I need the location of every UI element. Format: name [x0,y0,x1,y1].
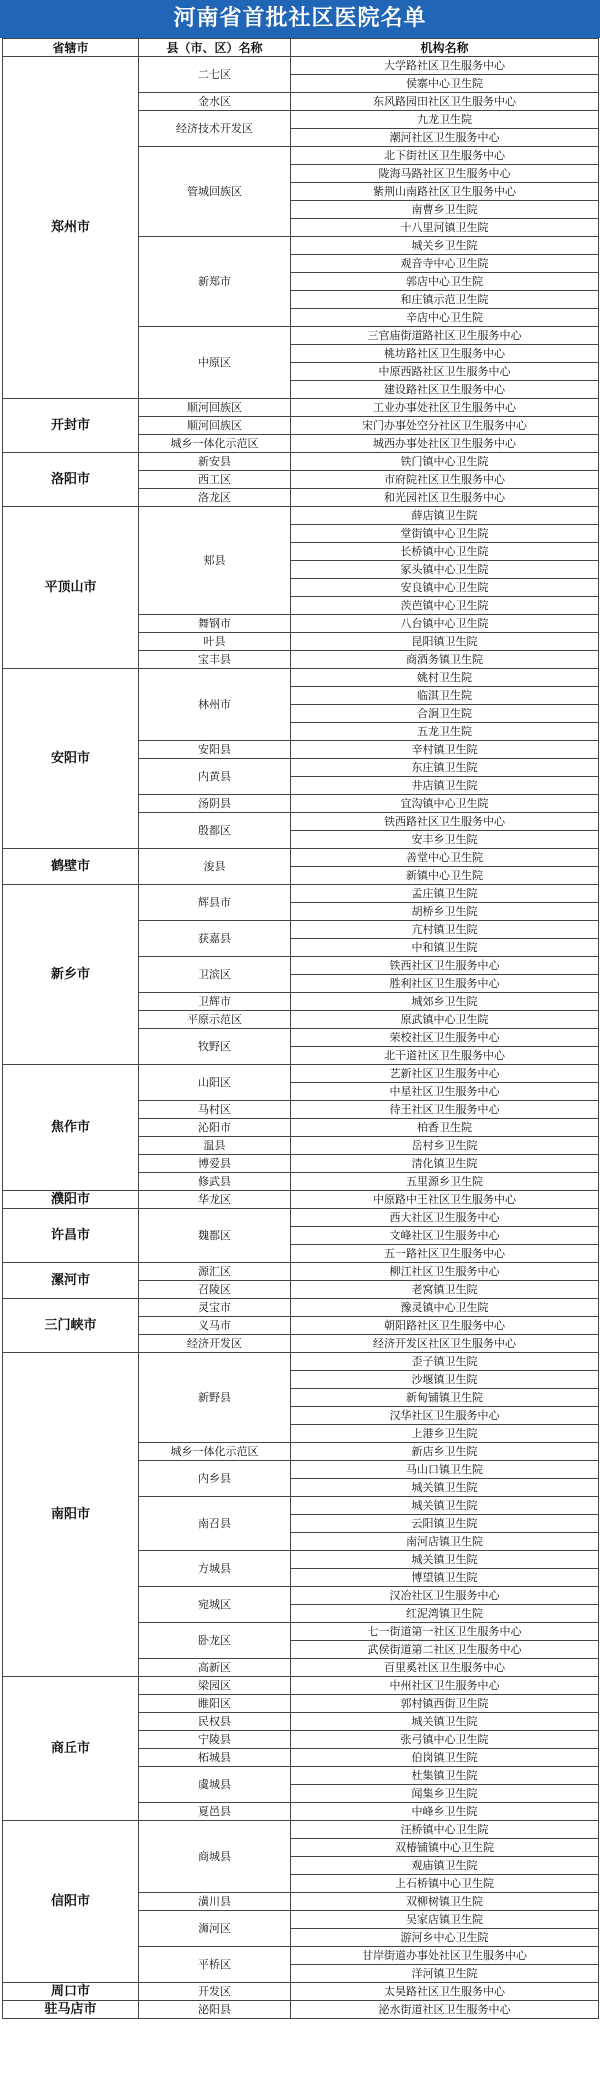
institution-cell: 井店镇卫生院 [291,777,599,795]
institution-cell: 堂街镇中心卫生院 [291,525,599,543]
county-cell: 新郑市 [139,237,291,327]
institution-cell: 中州社区卫生服务中心 [291,1677,599,1695]
institution-cell: 工业办事处社区卫生服务中心 [291,399,599,417]
county-cell: 二七区 [139,57,291,93]
institution-cell: 城关镇卫生院 [291,1497,599,1515]
institution-cell: 中星社区卫生服务中心 [291,1083,599,1101]
institution-cell: 胜利社区卫生服务中心 [291,975,599,993]
institution-cell: 安良镇中心卫生院 [291,579,599,597]
institution-cell: 七一街道第一社区卫生服务中心 [291,1623,599,1641]
table-row [3,1191,599,1209]
table-row [3,1677,599,1695]
institution-cell: 郭村镇西街卫生院 [291,1695,599,1713]
county-cell: 新安县 [139,453,291,471]
institution-cell: 铁西社区卫生服务中心 [291,957,599,975]
county-cell: 沁阳市 [139,1119,291,1137]
county-cell: 温县 [139,1137,291,1155]
institution-cell: 紫荆山南路社区卫生服务中心 [291,183,599,201]
institution-cell: 汪桥镇中心卫生院 [291,1821,599,1839]
institution-cell: 城关镇卫生院 [291,1551,599,1569]
institution-cell: 柏香卫生院 [291,1119,599,1137]
institution-cell: 伯岗镇卫生院 [291,1749,599,1767]
county-cell: 牧野区 [139,1029,291,1065]
institution-cell: 薛店镇卫生院 [291,507,599,525]
institution-cell: 胡桥乡卫生院 [291,903,599,921]
county-cell: 灵宝市 [139,1299,291,1317]
institution-cell: 老窝镇卫生院 [291,1281,599,1299]
institution-cell: 观音寺中心卫生院 [291,255,599,273]
hospital-list-table [2,38,599,2019]
table-row [3,1263,599,1281]
county-cell: 梁园区 [139,1677,291,1695]
table-body [3,57,599,2019]
institution-cell: 新店乡卫生院 [291,1443,599,1461]
institution-cell: 西大社区卫生服务中心 [291,1209,599,1227]
county-cell: 顺河回族区 [139,417,291,435]
institution-cell: 中峰乡卫生院 [291,1803,599,1821]
institution-cell: 新镇中心卫生院 [291,867,599,885]
institution-cell: 泌水街道社区卫生服务中心 [291,2001,599,2019]
county-cell: 郏县 [139,507,291,615]
county-cell: 西工区 [139,471,291,489]
institution-cell: 侯寨中心卫生院 [291,75,599,93]
institution-cell: 亢村镇卫生院 [291,921,599,939]
county-cell: 汤阴县 [139,795,291,813]
city-cell: 商丘市 [3,1677,139,1821]
county-cell: 虞城县 [139,1767,291,1803]
institution-cell: 商酒务镇卫生院 [291,651,599,669]
institution-cell: 双椿铺镇中心卫生院 [291,1839,599,1857]
header-row [3,39,599,57]
institution-cell: 岳村乡卫生院 [291,1137,599,1155]
table-row [3,1065,599,1083]
city-cell: 新乡市 [3,885,139,1065]
county-cell: 中原区 [139,327,291,399]
county-cell: 源汇区 [139,1263,291,1281]
institution-cell: 沙堰镇卫生院 [291,1371,599,1389]
county-cell: 睢阳区 [139,1695,291,1713]
county-cell: 获嘉县 [139,921,291,957]
institution-cell: 经济开发区社区卫生服务中心 [291,1335,599,1353]
city-cell: 南阳市 [3,1353,139,1677]
city-cell: 洛阳市 [3,453,139,507]
institution-cell: 孟庄镇卫生院 [291,885,599,903]
institution-cell: 和光园社区卫生服务中心 [291,489,599,507]
institution-cell: 五龙卫生院 [291,723,599,741]
institution-cell: 观庙镇卫生院 [291,1857,599,1875]
county-cell: 宝丰县 [139,651,291,669]
county-cell: 卧龙区 [139,1623,291,1659]
institution-cell: 汉华社区卫生服务中心 [291,1407,599,1425]
institution-cell: 待王社区卫生服务中心 [291,1101,599,1119]
institution-cell: 百里奚社区卫生服务中心 [291,1659,599,1677]
county-cell: 柘城县 [139,1749,291,1767]
table-row [3,1983,599,2001]
institution-cell: 三官庙街道路社区卫生服务中心 [291,327,599,345]
institution-cell: 陇海马路社区卫生服务中心 [291,165,599,183]
county-cell: 潢川县 [139,1893,291,1911]
table-row [3,453,599,471]
county-cell: 辉县市 [139,885,291,921]
county-cell: 管城回族区 [139,147,291,237]
city-cell: 安阳市 [3,669,139,849]
institution-cell: 市府院社区卫生服务中心 [291,471,599,489]
institution-cell: 原武镇中心卫生院 [291,1011,599,1029]
table-row [3,1353,599,1371]
institution-cell: 朝阳路社区卫生服务中心 [291,1317,599,1335]
institution-cell: 文峰社区卫生服务中心 [291,1227,599,1245]
institution-cell: 中和镇卫生院 [291,939,599,957]
table-row [3,669,599,687]
county-cell: 金水区 [139,93,291,111]
institution-cell: 云阳镇卫生院 [291,1515,599,1533]
county-cell: 顺河回族区 [139,399,291,417]
institution-cell: 汉冶社区卫生服务中心 [291,1587,599,1605]
institution-cell: 太昊路社区卫生服务中心 [291,1983,599,2001]
city-cell: 驻马店市 [3,2001,139,2019]
institution-cell: 城关镇卫生院 [291,1713,599,1731]
county-cell: 南召县 [139,1497,291,1551]
institution-cell: 合涧卫生院 [291,705,599,723]
institution-cell: 冢头镇中心卫生院 [291,561,599,579]
institution-cell: 游河乡中心卫生院 [291,1929,599,1947]
institution-cell: 建设路社区卫生服务中心 [291,381,599,399]
institution-cell: 北干道社区卫生服务中心 [291,1047,599,1065]
county-cell: 内乡县 [139,1461,291,1497]
county-cell: 开发区 [139,1983,291,2001]
institution-cell: 潮河社区卫生服务中心 [291,129,599,147]
institution-cell: 红泥湾镇卫生院 [291,1605,599,1623]
city-cell: 鹤壁市 [3,849,139,885]
city-cell: 濮阳市 [3,1191,139,1209]
institution-cell: 张弓镇中心卫生院 [291,1731,599,1749]
city-cell: 周口市 [3,1983,139,2001]
institution-cell: 宋门办事处空分社区卫生服务中心 [291,417,599,435]
county-cell: 马村区 [139,1101,291,1119]
county-cell: 高新区 [139,1659,291,1677]
table-row [3,1299,599,1317]
county-cell: 民权县 [139,1713,291,1731]
institution-cell: 豫灵镇中心卫生院 [291,1299,599,1317]
county-cell: 召陵区 [139,1281,291,1299]
county-cell: 博爱县 [139,1155,291,1173]
county-cell: 山阳区 [139,1065,291,1101]
county-cell: 泌阳县 [139,2001,291,2019]
table-row [3,2001,599,2019]
institution-cell: 南曹乡卫生院 [291,201,599,219]
institution-cell: 双柳树镇卫生院 [291,1893,599,1911]
institution-cell: 上石桥镇中心卫生院 [291,1875,599,1893]
institution-cell: 中原路中王社区卫生服务中心 [291,1191,599,1209]
institution-cell: 八台镇中心卫生院 [291,615,599,633]
institution-cell: 艺新社区卫生服务中心 [291,1065,599,1083]
table-row [3,399,599,417]
header-institution: 机构名称 [291,39,599,57]
institution-cell: 昆阳镇卫生院 [291,633,599,651]
county-cell: 城乡一体化示范区 [139,435,291,453]
institution-cell: 姚村卫生院 [291,669,599,687]
institution-cell: 临淇卫生院 [291,687,599,705]
institution-cell: 十八里河镇卫生院 [291,219,599,237]
county-cell: 安阳县 [139,741,291,759]
institution-cell: 闻集乡卫生院 [291,1785,599,1803]
institution-cell: 善堂中心卫生院 [291,849,599,867]
institution-cell: 和庄镇示范卫生院 [291,291,599,309]
county-cell: 平原示范区 [139,1011,291,1029]
county-cell: 城乡一体化示范区 [139,1443,291,1461]
institution-cell: 洋河镇卫生院 [291,1965,599,1983]
institution-cell: 长桥镇中心卫生院 [291,543,599,561]
institution-cell: 歪子镇卫生院 [291,1353,599,1371]
institution-cell: 吴家店镇卫生院 [291,1911,599,1929]
county-cell: 林州市 [139,669,291,741]
county-cell: 华龙区 [139,1191,291,1209]
institution-cell: 郭店中心卫生院 [291,273,599,291]
county-cell: 卫滨区 [139,957,291,993]
institution-cell: 城关乡卫生院 [291,237,599,255]
county-cell: 叶县 [139,633,291,651]
institution-cell: 九龙卫生院 [291,111,599,129]
header-county: 县（市、区）名称 [139,39,291,57]
header-city: 省辖市 [3,39,139,57]
city-cell: 许昌市 [3,1209,139,1263]
institution-cell: 博望镇卫生院 [291,1569,599,1587]
institution-cell: 北下街社区卫生服务中心 [291,147,599,165]
institution-cell: 中原西路社区卫生服务中心 [291,363,599,381]
institution-cell: 武侯街道第二社区卫生服务中心 [291,1641,599,1659]
table-row [3,507,599,525]
institution-cell: 荣校社区卫生服务中心 [291,1029,599,1047]
county-cell: 经济技术开发区 [139,111,291,147]
county-cell: 洛龙区 [139,489,291,507]
city-cell: 郑州市 [3,57,139,399]
institution-cell: 大学路社区卫生服务中心 [291,57,599,75]
institution-cell: 新甸铺镇卫生院 [291,1389,599,1407]
institution-cell: 杜集镇卫生院 [291,1767,599,1785]
county-cell: 殷都区 [139,813,291,849]
city-cell: 开封市 [3,399,139,453]
institution-cell: 东风路园田社区卫生服务中心 [291,93,599,111]
city-cell: 焦作市 [3,1065,139,1191]
institution-cell: 城西办事处社区卫生服务中心 [291,435,599,453]
county-cell: 经济开发区 [139,1335,291,1353]
county-cell: 浉河区 [139,1911,291,1947]
county-cell: 义马市 [139,1317,291,1335]
institution-cell: 宜沟镇中心卫生院 [291,795,599,813]
city-cell: 信阳市 [3,1821,139,1983]
county-cell: 魏都区 [139,1209,291,1263]
city-cell: 平顶山市 [3,507,139,669]
county-cell: 商城县 [139,1821,291,1893]
city-cell: 漯河市 [3,1263,139,1299]
institution-cell: 辛村镇卫生院 [291,741,599,759]
institution-cell: 辛店中心卫生院 [291,309,599,327]
county-cell: 方城县 [139,1551,291,1587]
table-row [3,849,599,867]
institution-cell: 城关镇卫生院 [291,1479,599,1497]
institution-cell: 东庄镇卫生院 [291,759,599,777]
county-cell: 舞钢市 [139,615,291,633]
institution-cell: 甘岸街道办事处社区卫生服务中心 [291,1947,599,1965]
institution-cell: 马山口镇卫生院 [291,1461,599,1479]
county-cell: 平桥区 [139,1947,291,1983]
county-cell: 宁陵县 [139,1731,291,1749]
county-cell: 浚县 [139,849,291,885]
institution-cell: 铁门镇中心卫生院 [291,453,599,471]
table-row [3,885,599,903]
institution-cell: 柳江社区卫生服务中心 [291,1263,599,1281]
county-cell: 修武县 [139,1173,291,1191]
institution-cell: 五里源乡卫生院 [291,1173,599,1191]
table-row [3,57,599,75]
institution-cell: 清化镇卫生院 [291,1155,599,1173]
institution-cell: 城郊乡卫生院 [291,993,599,1011]
institution-cell: 上港乡卫生院 [291,1425,599,1443]
institution-cell: 五一路社区卫生服务中心 [291,1245,599,1263]
table-row [3,1821,599,1839]
institution-cell: 桃坊路社区卫生服务中心 [291,345,599,363]
county-cell: 新野县 [139,1353,291,1443]
institution-cell: 铁西路社区卫生服务中心 [291,813,599,831]
city-cell: 三门峡市 [3,1299,139,1353]
county-cell: 卫辉市 [139,993,291,1011]
institution-cell: 茨芭镇中心卫生院 [291,597,599,615]
institution-cell: 安丰乡卫生院 [291,831,599,849]
county-cell: 夏邑县 [139,1803,291,1821]
table-row [3,1209,599,1227]
county-cell: 宛城区 [139,1587,291,1623]
page-title: 河南省首批社区医院名单 [0,0,600,38]
institution-cell: 南河店镇卫生院 [291,1533,599,1551]
county-cell: 内黄县 [139,759,291,795]
